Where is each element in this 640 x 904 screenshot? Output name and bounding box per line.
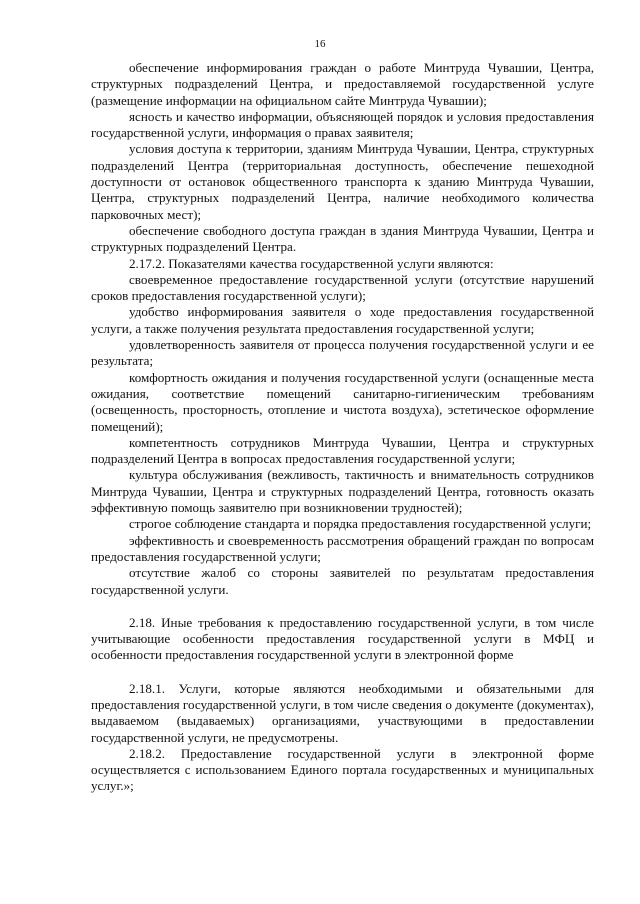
paragraph: отсутствие жалоб со стороны заявителей по результатам предоставления государственной услуги. — [91, 565, 594, 597]
paragraph: удобство информирования заявителя о ходе предоставления государственной услуги, а также получения результата предоставления государственной услуги; — [91, 304, 594, 336]
paragraph: эффективность и своевременность рассмотрения обращений граждан по вопросам предоставления государственной услуги; — [91, 532, 594, 564]
paragraph: обеспечение свободного доступа граждан в здания Минтруда Чувашии, Центра и структурных подразделений Центра. — [91, 222, 594, 255]
paragraph: 2.18.1. Услуги, которые являются необходимыми и обязательными для предоставления государственной услуги, в том числе сведения о документе (документах), выдаваемом (выдаваемых) организациями, участвующими в предоставлении государственной услуги, не предусмотрены. — [91, 680, 594, 745]
paragraph: комфортность ожидания и получения государственной услуги (оснащенные места ожидания, соответствие помещений санитарно-гигиеническим требованиям (освещенность, просторность, отопление и чистота воздуха), эстетическое оформление помещений); — [91, 369, 594, 434]
paragraph: ясность и качество информации, объясняющей порядок и условия предоставления государственной услуги, информация о правах заявителя; — [91, 108, 594, 141]
section-heading: 2.18. Иные требования к предоставлению государственной услуги, в том числе учитывающие особенности предоставления государственной услуги в МФЦ и особенности предоставления государственной услуги в электронной форме — [91, 614, 594, 663]
paragraph: условия доступа к территории, зданиям Минтруда Чувашии, Центра, структурных подразделений Центра (территориальная доступность, обеспечение пешеходной доступности от остановок общественного транспорта к зданию Минтруда Чувашии, Центра, структурных подразделений Центра, наличие необходимого количества парковочных мест); — [91, 141, 594, 222]
paragraph: своевременное предоставление государственной услуги (отсутствие нарушений сроков предоставления государственной услуги); — [91, 271, 594, 304]
paragraph: 2.17.2. Показателями качества государственной услуги являются: — [129, 255, 494, 271]
paragraph: 2.18.2. Предоставление государственной услуги в электронной форме осуществляется с использованием Единого портала государственных и муниципальных услуг.»; — [91, 745, 594, 794]
paragraph: удовлетворенность заявителя от процесса получения государственной услуги и ее результата; — [91, 337, 594, 369]
paragraph: обеспечение информирования граждан о работе Минтруда Чувашии, Центра, структурных подразделений Центра, и предоставляемой государственной услуге (размещение информации на официальном сайте Минтруда Чувашии); — [91, 60, 594, 108]
document-body — [91, 60, 594, 795]
paragraph: компетентность сотрудников Минтруда Чувашии, Центра и структурных подразделений Центра в вопросах предоставления государственной услуги; — [91, 434, 594, 467]
paragraph: культура обслуживания (вежливость, тактичность и внимательность сотрудников Минтруда Чувашии, Центра и структурных подразделений Центра, готовность оказать эффективную помощь заявителю при возникновении трудностей); — [91, 467, 594, 516]
paragraph: строгое соблюдение стандарта и порядка предоставления государственной услуги; — [129, 516, 592, 532]
page-number: 16 — [314, 38, 326, 50]
